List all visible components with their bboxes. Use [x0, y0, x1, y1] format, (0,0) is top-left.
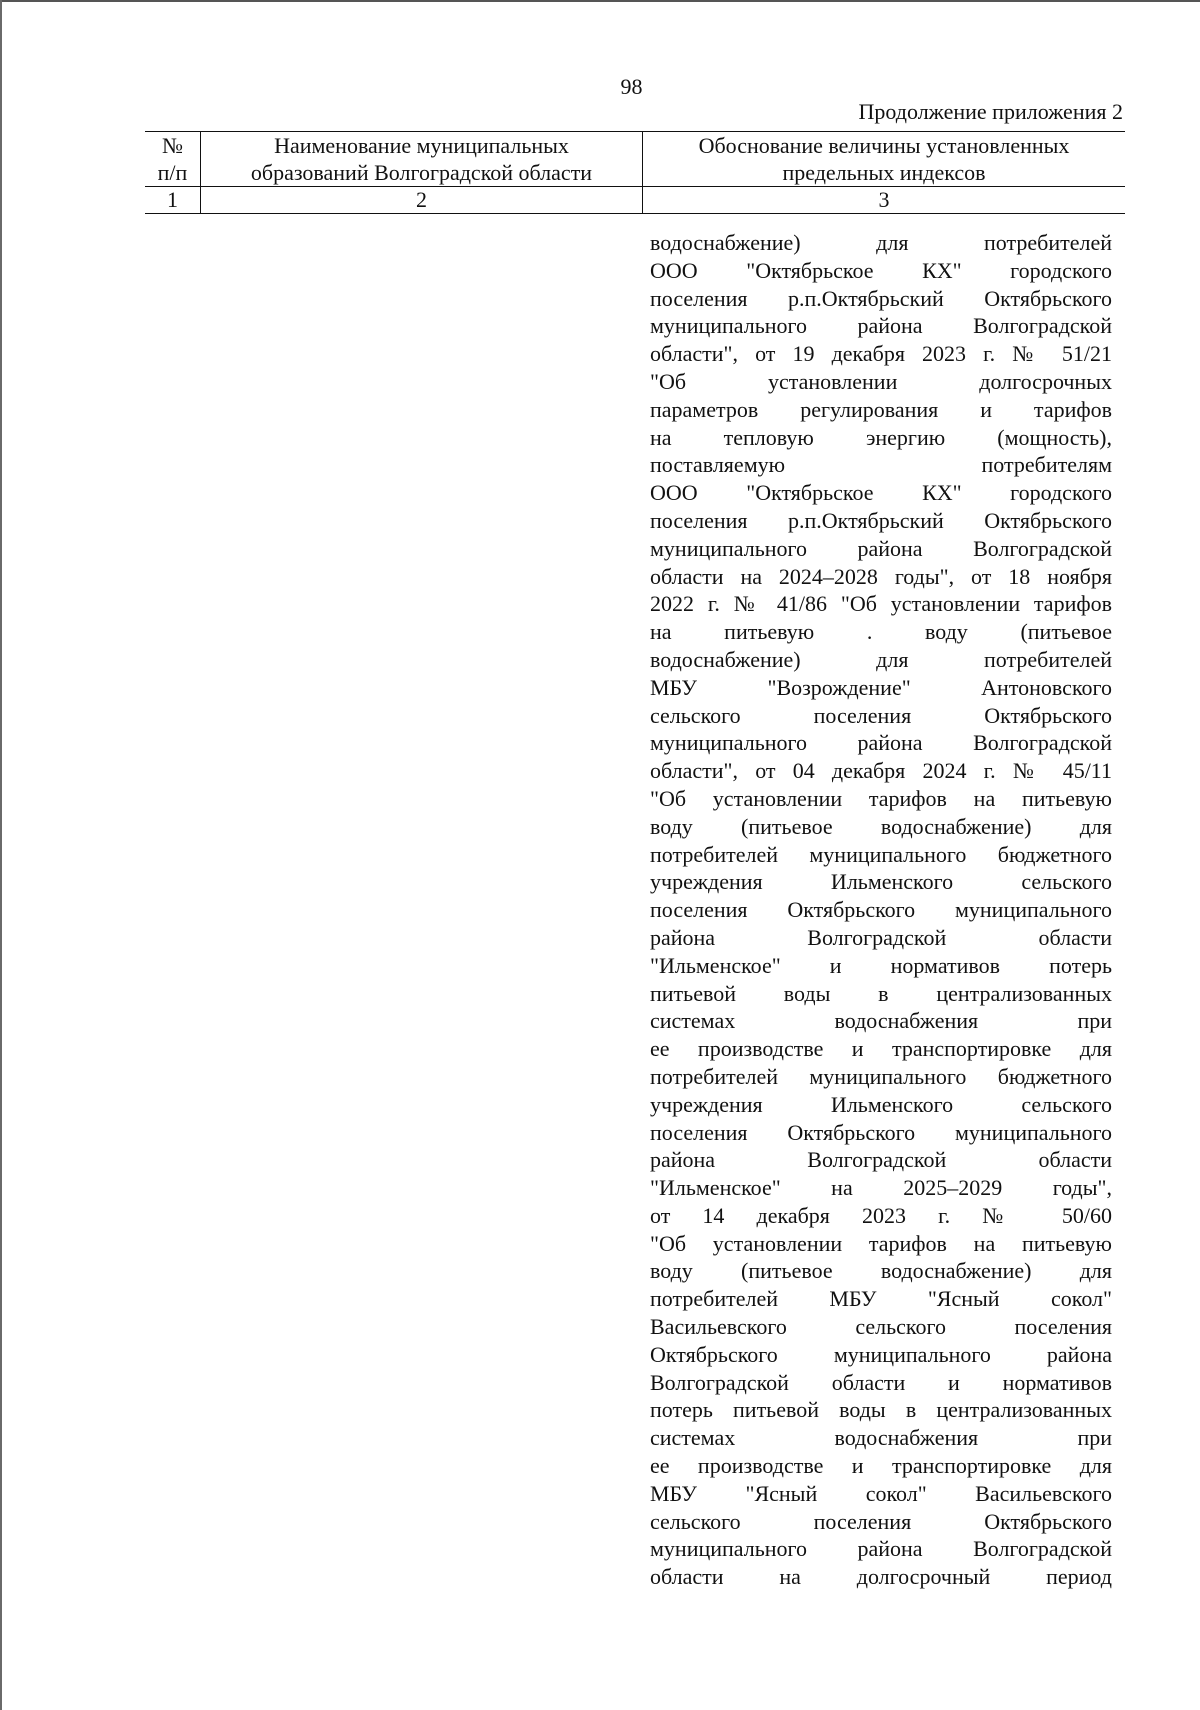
- justification-line: ООО "Октябрьское КХ" городского: [650, 480, 1112, 506]
- justification-line: ее производстве и транспортировке для: [650, 1453, 1112, 1479]
- header-col-number-line1: №: [162, 133, 183, 158]
- header-col-municipality-line1: Наименование муниципальных: [274, 133, 569, 158]
- justification-line: Васильевского сельского поселения: [650, 1314, 1112, 1340]
- justification-line: "Об установлении тарифов на питьевую: [650, 1230, 1112, 1256]
- justification-line: области", от 19 декабря 2023 г. № 51/21: [650, 341, 1112, 367]
- header-col-justification-line2: предельных индексов: [782, 160, 986, 185]
- justification-line: воду (питьевое водоснабжение) для: [650, 1258, 1112, 1284]
- justification-line: области", от 04 декабря 2024 г. № 45/11: [650, 758, 1112, 784]
- column-number-3: 3: [643, 187, 1126, 214]
- justification-line: потребителей муниципального бюджетного: [650, 841, 1112, 867]
- justification-line: района Волгоградской области: [650, 1147, 1112, 1173]
- appendix-continuation-note: Продолжение приложения 2: [858, 99, 1123, 124]
- justification-line: на питьевую . воду (питьевое: [650, 619, 1112, 645]
- scan-edge-left: [0, 0, 2, 1710]
- scan-edge-top: [0, 0, 1200, 2]
- justification-line: "Об установлении тарифов на питьевую: [650, 785, 1112, 811]
- justification-line: поставляемую потребителям: [650, 452, 1112, 478]
- justification-line: муниципального района Волгоградской: [650, 313, 1112, 339]
- justification-line: от 14 декабря 2023 г. № 50/60: [650, 1202, 1112, 1228]
- justification-line: поселения р.п.Октябрьский Октябрьского: [650, 507, 1112, 533]
- header-col-justification-line1: Обоснование величины установленных: [698, 133, 1070, 158]
- justification-line: потерь питьевой воды в централизованных: [650, 1397, 1112, 1423]
- justification-cell-text: [650, 229, 1112, 1591]
- justification-line: поселения Октябрьского муниципального: [650, 1119, 1112, 1145]
- justification-line: питьевой воды в централизованных: [650, 980, 1112, 1006]
- justification-line: "Об установлении долгосрочных: [650, 368, 1112, 394]
- column-number-1: 1: [145, 187, 201, 214]
- justification-line: на тепловую энергию (мощность),: [650, 424, 1112, 450]
- justification-line: области на 2024–2028 годы", от 18 ноября: [650, 563, 1112, 589]
- justification-line: 2022 г. № 41/86 "Об установлении тарифов: [650, 591, 1112, 617]
- table-header-row: [145, 132, 1125, 187]
- justification-line: МБУ "Ясный сокол" Васильевского: [650, 1480, 1112, 1506]
- justification-line: потребителей муниципального бюджетного: [650, 1063, 1112, 1089]
- column-number-2: 2: [201, 187, 643, 214]
- justification-line: района Волгоградской области: [650, 924, 1112, 950]
- justification-line: поселения Октябрьского муниципального: [650, 897, 1112, 923]
- header-col-justification: [643, 132, 1126, 187]
- justification-line: поселения р.п.Октябрьский Октябрьского: [650, 285, 1112, 311]
- header-col-municipality-line2: образований Волгоградской области: [250, 160, 593, 185]
- justification-line: муниципального района Волгоградской: [650, 730, 1112, 756]
- justification-line: МБУ "Возрождение" Антоновского: [650, 674, 1112, 700]
- justification-line: водоснабжение) для потребителей: [650, 230, 1112, 255]
- justification-line: области на долгосрочный период: [650, 1564, 1112, 1590]
- justification-line: учреждения Ильменского сельского: [650, 1091, 1112, 1117]
- justification-line: системах водоснабжения при: [650, 1425, 1112, 1451]
- header-col-municipality: [201, 132, 643, 187]
- justification-line: сельского поселения Октябрьского: [650, 702, 1112, 728]
- header-col-number: [145, 132, 201, 187]
- justification-line: "Ильменское" на 2025–2029 годы",: [650, 1175, 1112, 1201]
- justification-line: учреждения Ильменского сельского: [650, 869, 1112, 895]
- justification-line: воду (питьевое водоснабжение) для: [650, 813, 1112, 839]
- column-number-row: [145, 187, 1125, 214]
- page-number: 98: [620, 74, 643, 99]
- justification-line: ООО "Октябрьское КХ" городского: [650, 257, 1112, 283]
- justification-line: муниципального района Волгоградской: [650, 1536, 1112, 1562]
- justification-line: Волгоградской области и нормативов: [650, 1369, 1112, 1395]
- justification-line: муниципального района Волгоградской: [650, 535, 1112, 561]
- justification-line: системах водоснабжения при: [650, 1008, 1112, 1034]
- justification-line: водоснабжение) для потребителей: [650, 646, 1112, 672]
- justification-line: параметров регулирования и тарифов: [650, 396, 1112, 422]
- appendix-table: [145, 131, 1125, 214]
- justification-line: сельского поселения Октябрьского: [650, 1508, 1112, 1534]
- justification-line: Октябрьского муниципального района: [650, 1341, 1112, 1367]
- header-col-number-line2: п/п: [157, 160, 188, 185]
- justification-line: "Ильменское" и нормативов потерь: [650, 952, 1112, 978]
- justification-line: потребителей МБУ "Ясный сокол": [650, 1286, 1112, 1312]
- justification-line: ее производстве и транспортировке для: [650, 1036, 1112, 1062]
